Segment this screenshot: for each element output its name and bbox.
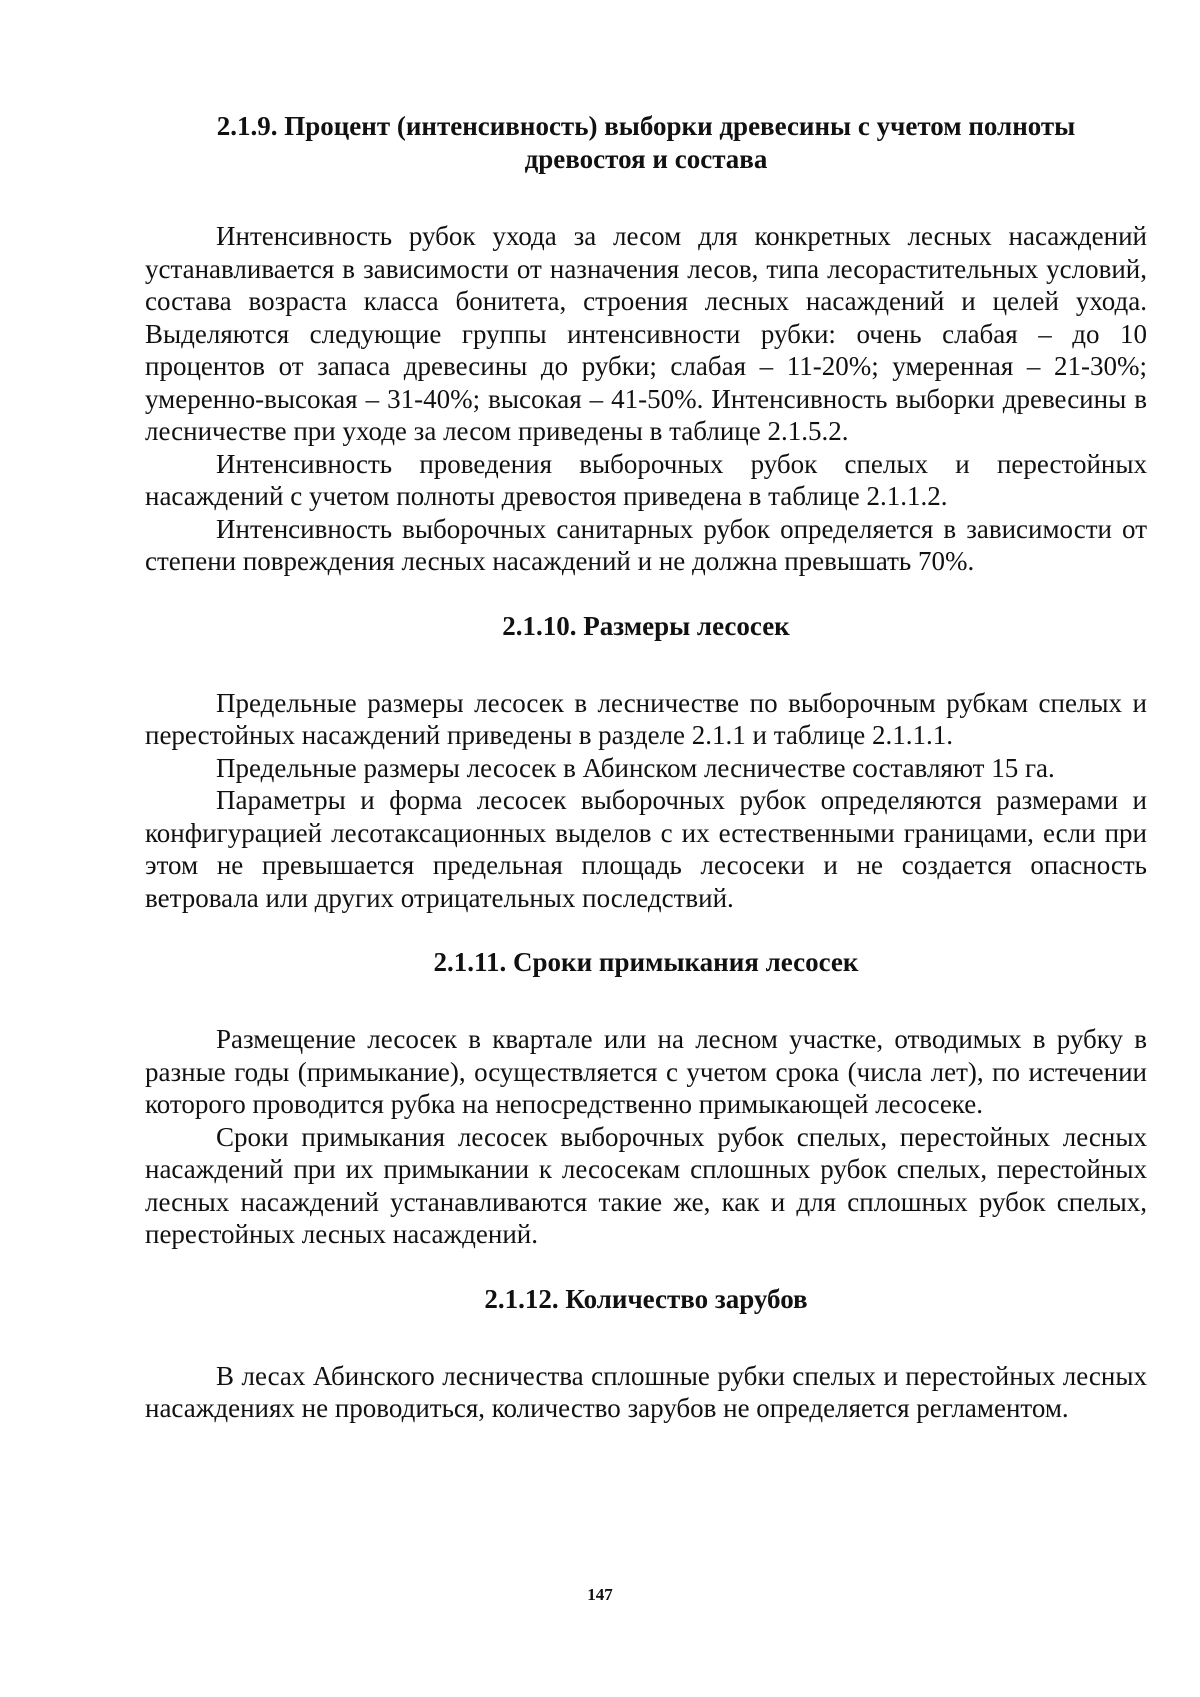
paragraph: Предельные размеры лесосек в Абинском лесничестве составляют 15 га. [216,752,1055,783]
section-heading [145,1283,1147,1316]
heading-line: древостоя и состава [524,144,768,174]
heading-line: 2.1.10. Размеры лесосек [502,610,790,641]
spacer [145,979,1147,1023]
heading-line: 2.1.9. Процент (интенсивность) выборки древесины с учетом полноты [216,111,1076,141]
document-page [145,110,1147,1425]
paragraph: Интенсивность проведения выборочных рубок спелых и перестойных насаждений с учетом полноты древостоя приведена в таблице 2.1.1.2. [145,448,1147,511]
section-2-1-12 [145,1283,1147,1425]
section-heading [145,110,1147,176]
section-heading [145,610,1147,643]
spacer [145,643,1147,687]
heading-line: 2.1.12. Количество зарубов [484,1283,808,1314]
section-2-1-10 [145,610,1147,915]
spacer [145,578,1147,610]
section-2-1-9 [145,110,1147,578]
paragraph: Параметры и форма лесосек выборочных рубок определяются размерами и конфигурацией лесотаксационных выделов с их естественными границами, если при этом не превышается предельная площадь лесосеки и не создается опасность ветровала или других отрицательных последствий. [145,785,1147,913]
heading-line: 2.1.11. Сроки примыкания лесосек [433,947,859,977]
paragraph: Интенсивность выборочных санитарных рубок определяется в зависимости от степени повреждения лесных насаждений и не должна превышать 70%. [145,513,1147,576]
paragraph: Размещение лесосек в квартале или на лесном участке, отводимых в рубку в разные годы (примыкание), осуществляется с учетом срока (числа лет), по истечении которого проводится рубка на непосредственно примыкающей лесосеке. [145,1024,1147,1119]
spacer [145,1251,1147,1283]
spacer [145,1316,1147,1360]
spacer [145,176,1147,220]
section-2-1-11 [145,946,1147,1251]
paragraph: Сроки примыкания лесосек выборочных рубок спелых, перестойных лесных насаждений при их примыкании к лесосекам сплошных рубок спелых, перестойных лесных насаждений устанавливаются такие же, как и для сплошных рубок спелых, перестойных лесных насаждений. [145,1121,1147,1249]
paragraph: Интенсивность рубок ухода за лесом для конкретных лесных насаждений устанавливается в зависимости от назначения лесов, типа лесорастительных условий, состава возраста класса бонитета, строения лесных насаждений и целей ухода. Выделяются следующие группы интенсивности рубки: очень слабая – до 10 процентов от запаса древесины до рубки; слабая – 11-20%; умеренная – 21-30%; умеренно-высокая – 31-40%; высокая – 41-50%. Интенсивность выборки древесины в лесничестве при уходе за лесом приведены в таблице 2.1.5.2. [145,221,1147,446]
page-number: 147 [587,1585,613,1604]
paragraph: В лесах Абинского лесничества сплошные рубки спелых и перестойных лесных насаждениях не проводиться, количество зарубов не определяется регламентом. [145,1360,1147,1423]
spacer [145,914,1147,946]
section-heading [145,946,1147,979]
paragraph: Предельные размеры лесосек в лесничестве по выборочным рубкам спелых и перестойных насаждений приведены в разделе 2.1.1 и таблице 2.1.1.1. [145,687,1147,750]
